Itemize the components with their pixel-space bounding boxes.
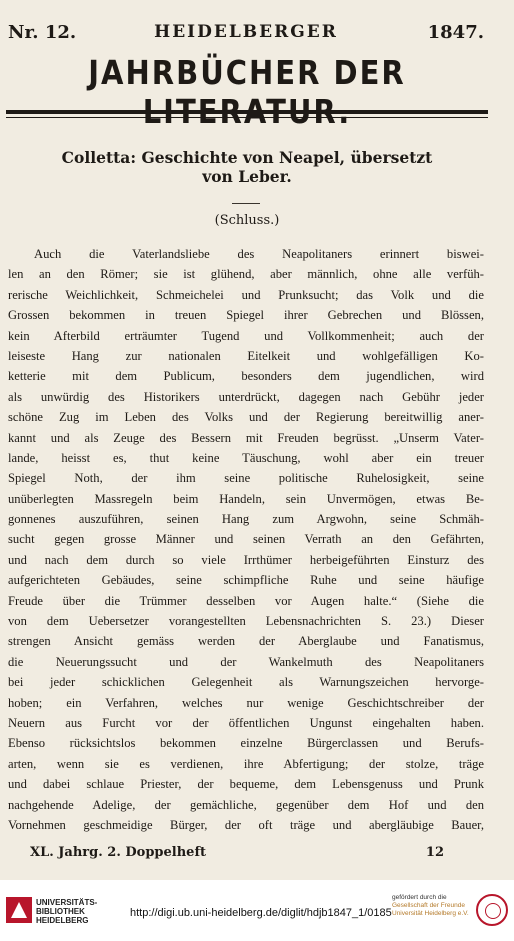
text-line: len an den Römer; sie ist glühend, aber männlich, ohne alle verfüh- xyxy=(8,267,484,282)
header-city: HEIDELBERGER xyxy=(154,22,338,42)
continuation-note: (Schluss.) xyxy=(214,213,280,228)
text-line: ketterie mit dem Publicum, besonders dem jugendlichen, wird xyxy=(8,369,484,384)
text-line: Ebenso rücksichtslos bekommen einzelne Bürgerclassen und Berufs- xyxy=(8,736,484,751)
text-line: und nach dem durch so viele Irrthümer herbeigeführten Einsturz des xyxy=(8,552,484,567)
university-library-logo-icon[interactable] xyxy=(6,897,32,923)
article-title xyxy=(6,148,488,186)
text-line: gonnenes auszuführen, seinen Hang zum Argwohn, seine Schmäh- xyxy=(8,512,484,527)
running-header xyxy=(8,22,484,48)
text-line: Auch die Vaterlandsliebe des Neapolitaners erinnert biswei- xyxy=(34,247,484,261)
text-line: leiseste Hang zur nationalen Eitelkeit und wohlgefälligen Ko- xyxy=(8,348,484,363)
text-line: die Neuerungssucht und der Wankelmuth des Neapolitaners xyxy=(8,654,484,669)
text-line: als unwürdig des Historikers unterdrückt, dagegen nach Gebühr jeder xyxy=(8,389,484,404)
issue-number: Nr. 12. xyxy=(8,22,77,43)
thick-rule xyxy=(6,110,488,114)
page-footer xyxy=(30,845,464,860)
text-line: Neuern aus Furcht vor der öffentlichen Ungunst eingehalten haben. xyxy=(8,715,484,730)
separator xyxy=(232,203,260,204)
volume-info: XL. Jahrg. 2. Doppelheft xyxy=(30,845,207,860)
text-line: aufgerichteten Gebäudes, seine schimpfliche Ruhe und seine häufige xyxy=(8,573,484,588)
text-line: von dem Uebersetzer vorangestellten Lebensnachrichten S. 23.) Dieser xyxy=(8,614,484,629)
article-title-line: Colletta: Geschichte von Neapel, übersetzt xyxy=(61,148,433,167)
text-line: arten, wenn sie es verdienen, ihre Abfertigung; der stolze, träge xyxy=(8,756,484,771)
text-line: schöne Zug im Leben des Volks und der Regierung bereitwillig aner- xyxy=(8,410,484,425)
text-line: nachgehende Adelige, der gemächliche, gegenüber dem Hof und den xyxy=(8,797,484,812)
text-line: lande, heisst es, thut keine Täuschung, wohl aber ein treuer xyxy=(8,450,484,465)
university-seal-icon[interactable] xyxy=(476,894,508,926)
text-line: Vornehmen geschmeidige Bürger, der oft träge und abergläubige Bauer, xyxy=(8,817,484,832)
text-line: bei jeder schicklichen Gelegenheit als Warnungszeichen hervorge- xyxy=(8,675,484,690)
article-title-line: von Leber. xyxy=(202,167,292,186)
thin-rule xyxy=(6,117,488,118)
permalink-url[interactable]: http://digi.ub.uni-heidelberg.de/diglit/hdjb1847_1/0185 xyxy=(130,907,392,919)
journal-title: JAHRBÜCHER DER LITERATUR. xyxy=(88,52,406,132)
text-line: strengen Ansicht gemäss werden der Aberglaube und Fanatismus, xyxy=(8,634,484,649)
text-line: und dabei schlaue Priester, der bequeme, dem Lebensgenuss und Prunk xyxy=(8,777,484,792)
text-line: unüberlegten Massregeln beim Handeln, sein Unvermögen, etwas Be- xyxy=(8,491,484,506)
text-line: hoben; ein Verfahren, welches nur wenige Geschichtschreiber der xyxy=(8,695,484,710)
text-line: Freude über die Trümmer desselben vor Augen halte.“ (Siehe die xyxy=(8,593,484,608)
library-name[interactable]: UNIVERSITÄTS- BIBLIOTHEK HEIDELBERG xyxy=(36,898,98,925)
header-year: 1847. xyxy=(427,22,484,43)
funder-note[interactable]: gefördert durch die Gesellschaft der Freunde Universität Heidelberg e.V. xyxy=(392,894,469,917)
text-line: kein Afterbild erträumter Tugend und Vollkommenheit; auch der xyxy=(8,328,484,343)
text-line: kannt und als Zeuge des Bessern mit Freuden begrüsst. „Unserm Vater- xyxy=(8,430,484,445)
text-line: sucht gegen grosse Männer und seinen Verrath an den Gefährten, xyxy=(8,532,484,547)
viewer-bottom-bar xyxy=(0,880,514,941)
page-number: 12 xyxy=(425,845,444,860)
text-line: Spiegel Noth, der ihm seine politische Ruhelosigkeit, seine xyxy=(8,471,484,486)
text-line: Grossen bekommen in treuen Spiegel ihrer Gebrechen und Blössen, xyxy=(8,308,484,323)
text-line: rerische Weichlichkeit, Schmeichelei und Prunksucht; das Volk und die xyxy=(8,287,484,302)
article-body xyxy=(8,244,484,835)
